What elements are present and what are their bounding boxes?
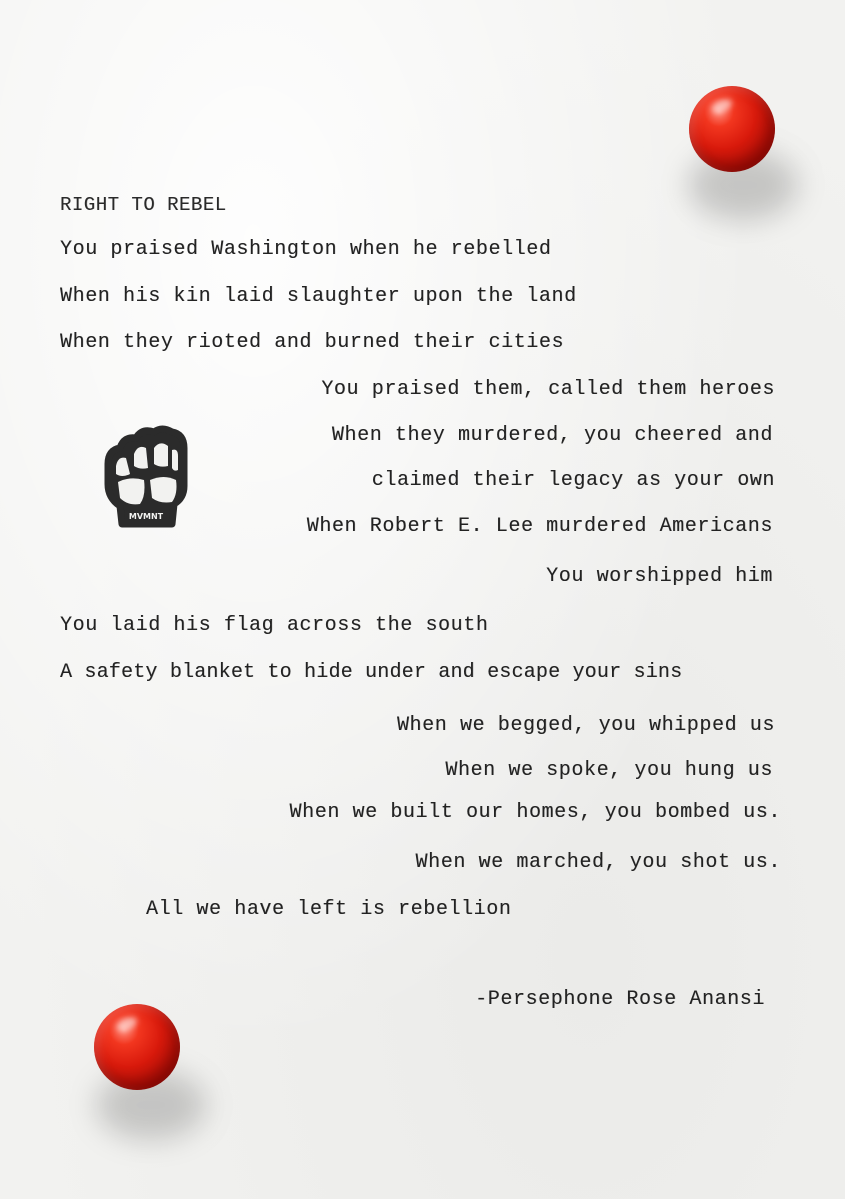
poem-line-11: When we begged, you whipped us — [396, 714, 775, 737]
poem-line-14: When we marched, you shot us. — [415, 851, 781, 874]
poem-line-13: When we built our homes, you bombed us. — [289, 801, 781, 824]
stamp-label: MVMNT — [128, 512, 164, 521]
poem-title: RIGHT TO REBEL — [60, 194, 227, 216]
poem-line-2: When his kin laid slaughter upon the land — [60, 285, 577, 308]
red-pin-top-right — [689, 86, 775, 172]
raised-fist-icon — [100, 424, 192, 532]
poem-line-6: claimed their legacy as your own — [371, 469, 775, 492]
poem-line-12: When we spoke, you hung us — [445, 759, 773, 782]
poem-line-9: You laid his flag across the south — [60, 614, 489, 637]
poem-line-8: You worshipped him — [546, 565, 773, 588]
poem-line-7: When Robert E. Lee murdered Americans — [306, 515, 773, 538]
poem-line-1: You praised Washington when he rebelled — [60, 238, 552, 261]
poem-line-15: All we have left is rebellion — [146, 898, 512, 921]
poem-line-10: A safety blanket to hide under and escape your sins — [60, 661, 683, 684]
poem-line-3: When they rioted and burned their cities — [60, 331, 565, 354]
poem-line-5: When they murdered, you cheered and — [331, 424, 773, 447]
poem-line-4: You praised them, called them heroes — [321, 378, 775, 401]
red-pin-bottom-left — [94, 1004, 180, 1090]
poem-signature: -Persephone Rose Anansi — [475, 988, 765, 1011]
